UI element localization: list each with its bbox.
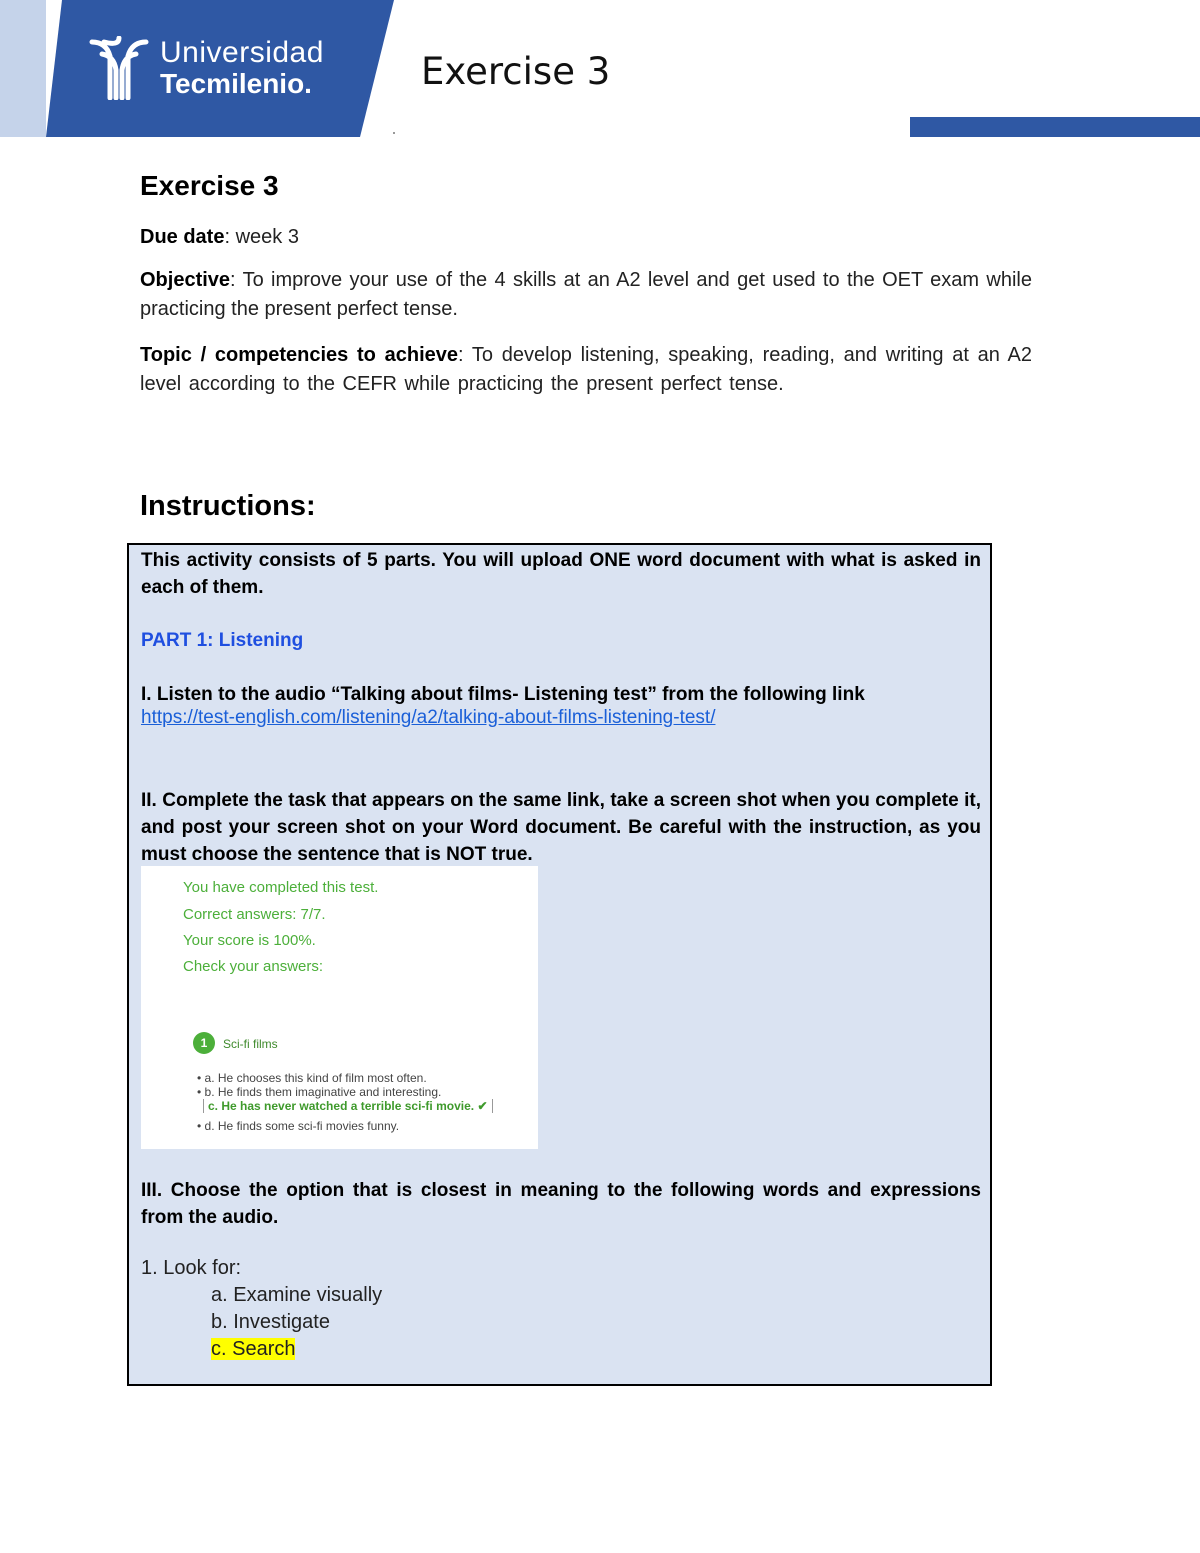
university-logo [88,32,348,104]
answer-1a: a. Examine visually [211,1284,383,1306]
step1-text: I. Listen to the audio “Talking about films- Listening test” from the following link [141,684,865,705]
option-d: • d. He finds some sci-fi movies funny. [197,1119,400,1133]
step2-text: II. Complete the task that appears on the same link, take a screen shot when you complete it, and post your screen shot on your Word document. Be careful with the instruction, as you must choose the sentence that is NOT true. [141,790,981,865]
objective-value: : To improve your use of the 4 skills at an A2 level and get used to the OET exam while practicing the present perfect tense. [140,269,1032,320]
answer-1c-highlighted: c. Search [211,1338,296,1360]
option-b-text: b. He finds them imaginative and interesting. [204,1085,442,1099]
listening-test-link[interactable]: https://test-english.com/listening/a2/talking-about-films-listening-test/ [141,707,716,728]
header-rule [910,117,1200,137]
header-accent-bar [0,0,46,137]
answer-1c [211,1338,295,1361]
objective [140,266,1032,324]
question-section: Sci-fi films [223,1037,278,1051]
check-icon: ✔ [477,1099,488,1113]
instructions-heading: Instructions: [140,490,316,522]
header-title: Exercise 3 [421,50,611,93]
answer-1b: b. Investigate [211,1311,330,1333]
question-1: 1. Look for: [141,1257,242,1279]
option-d-text: d. He finds some sci-fi movies funny. [204,1119,400,1133]
due-date-label: Due date [140,226,225,248]
objective-label: Objective [140,269,231,291]
topic-competencies [140,341,1032,399]
divider-dot [393,132,395,134]
screenshot-score: Your score is 100%. [183,932,316,949]
question-number-badge: 1 [193,1032,215,1054]
logo-text-tecmilenio: Tecmilenio. [160,68,312,99]
screenshot-check: Check your answers: [183,958,324,975]
step3-text: III. Choose the option that is closest in meaning to the following words and expressions from the audio. [141,1180,981,1228]
topic-value: : To develop listening, speaking, reading, and writing at an A2 level according to the CEFR while practicing the present perfect tense. [140,344,1032,395]
activity-intro: This activity consists of 5 parts. You will upload ONE word document with what is asked in each of them. [141,550,981,598]
logo-text-universidad: Universidad [160,36,324,69]
screenshot-completed: You have completed this test. [183,879,379,896]
option-b: • b. He finds them imaginative and interesting. [197,1085,442,1099]
topic-label: Topic / competencies to achieve [140,344,458,366]
option-c-correct [203,1099,493,1113]
part1-heading: PART 1: Listening [141,630,304,651]
logo-mark-icon [88,36,150,100]
option-c-text: c. He has never watched a terrible sci-fi movie. [208,1099,475,1113]
option-a-text: a. He chooses this kind of film most often. [204,1071,427,1085]
completion-screenshot [141,866,538,1149]
instructions-box [127,543,992,1386]
page-title: Exercise 3 [140,170,279,201]
screenshot-correct: Correct answers: 7/7. [183,906,326,923]
due-date [140,223,1032,252]
option-a: • a. He chooses this kind of film most often. [197,1071,427,1085]
due-date-value: : week 3 [224,226,299,248]
